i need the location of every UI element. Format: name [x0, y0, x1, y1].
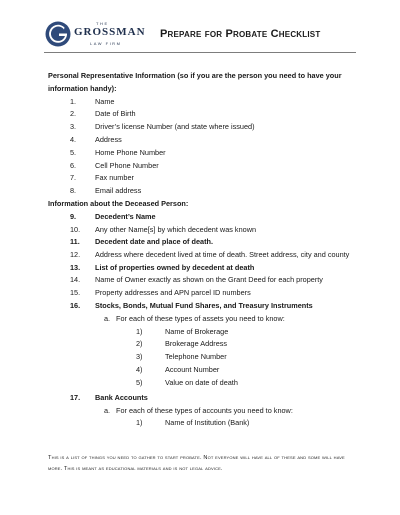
- list-item: [48, 274, 358, 287]
- list-item: [48, 249, 358, 261]
- item-number: 15.: [70, 288, 81, 298]
- document-title: Prepare for Probate Checklist: [160, 28, 321, 40]
- sub-item-text: For each of these types of accounts you need to know:: [116, 405, 293, 415]
- sub-sub-item-text: Telephone Number: [165, 352, 227, 362]
- logo-subtitle-text: LAW FIRM: [90, 41, 122, 46]
- logo-the-text: THE: [96, 21, 109, 26]
- item-text: Bank Accounts: [95, 392, 148, 402]
- sub-sub-item: [48, 364, 358, 377]
- item-number: 17.: [70, 392, 81, 402]
- item-text: Address where decedent lived at time of death. Street address, city and county: [95, 250, 350, 260]
- sub-sub-item: [48, 377, 358, 390]
- sub-item-letter: a.: [104, 405, 111, 415]
- list-item: [48, 160, 358, 173]
- sub-sub-item: [48, 417, 358, 430]
- item-number: 7.: [70, 173, 77, 183]
- item-number: 14.: [70, 275, 81, 285]
- item-number: 12.: [70, 250, 81, 260]
- list-item: [48, 236, 358, 249]
- item-text: Name: [95, 96, 115, 106]
- item-number: 3.: [70, 122, 77, 132]
- item-text: Address: [95, 134, 122, 144]
- sub-sub-item-number: 5): [136, 377, 143, 387]
- item-number: 11.: [70, 237, 80, 247]
- section-heading-personal-representative: Personal Representative Information (so if you are the person you need to have your information handy):: [48, 71, 342, 93]
- list-item: [48, 300, 358, 313]
- checklist-body: [48, 70, 358, 430]
- item-text: Any other Name[s] by which decedent was known: [95, 224, 257, 234]
- item-text: Name of Owner exactly as shown on the Grant Deed for each property: [95, 275, 323, 285]
- sub-sub-item-text: Name of Brokerage: [165, 326, 229, 336]
- item-number: 8.: [70, 186, 77, 196]
- item-number: 1.: [70, 96, 77, 106]
- item-text: Stocks, Bonds, Mutual Fund Shares, and Treasury Instruments: [95, 300, 313, 310]
- list-item: [48, 108, 358, 121]
- list-item: [48, 172, 358, 185]
- item-text: List of properties owned by decedent at death: [95, 262, 255, 272]
- sub-item-letter: a.: [104, 313, 111, 323]
- sub-sub-item-text: Name of Institution (Bank): [165, 418, 250, 428]
- item-text: Cell Phone Number: [95, 160, 159, 170]
- item-number: 13.: [70, 262, 81, 272]
- sub-sub-item-number: 2): [136, 339, 143, 349]
- sub-item: [48, 405, 358, 418]
- list-item: [48, 287, 358, 300]
- sub-sub-item-text: Account Number: [165, 364, 220, 374]
- disclaimer-footer: This is a list of things you need to gather to start probate. Not everyone will have all of these and some will have more. This is meant as educational materials and is not legal advice.: [48, 455, 345, 472]
- item-number: 5.: [70, 147, 77, 157]
- logo-name-text: GROSSMAN: [74, 26, 146, 38]
- list-item: [48, 392, 358, 405]
- sub-sub-item: [48, 351, 358, 364]
- sub-sub-item-number: 1): [136, 326, 143, 336]
- list-item: [48, 147, 358, 160]
- item-text: Date of Birth: [95, 109, 136, 119]
- list-item: [48, 134, 358, 147]
- item-text: Email address: [95, 186, 142, 196]
- item-number: 6.: [70, 160, 77, 170]
- item-text: Decedent date and place of death.: [95, 237, 213, 247]
- list-item: [48, 224, 358, 237]
- item-text: Fax number: [95, 173, 134, 183]
- list-item: [48, 121, 358, 134]
- sub-sub-item: [48, 326, 358, 339]
- list-item: [48, 185, 358, 198]
- item-number: 10.: [70, 224, 81, 234]
- list-item: [48, 96, 358, 109]
- sub-sub-item-number: 1): [136, 418, 143, 428]
- sub-item-text: For each of these types of assets you need to know:: [116, 313, 285, 323]
- section-heading-deceased-person: Information about the Deceased Person:: [48, 198, 189, 208]
- sub-sub-item-number: 4): [136, 364, 143, 374]
- sub-sub-item-number: 3): [136, 352, 143, 362]
- item-number: 9.: [70, 211, 77, 221]
- item-text: Driver’s license Number (and state where issued): [95, 122, 255, 132]
- logo-g-mark-icon: [44, 20, 72, 48]
- item-text: Decedent’s Name: [95, 211, 156, 221]
- item-number: 16.: [70, 300, 81, 310]
- sub-sub-item-text: Brokerage Address: [165, 339, 228, 349]
- list-item: [48, 262, 358, 275]
- item-number: 2.: [70, 109, 77, 119]
- list-item: [48, 211, 358, 224]
- item-number: 4.: [70, 134, 77, 144]
- item-text: Home Phone Number: [95, 147, 166, 157]
- item-text: Property addresses and APN parcel ID numbers: [95, 288, 251, 298]
- sub-sub-item: [48, 338, 358, 351]
- sub-item: [48, 313, 358, 326]
- header-divider: [44, 52, 356, 53]
- sub-sub-item-text: Value on date of death: [165, 377, 238, 387]
- law-firm-logo: [44, 20, 148, 50]
